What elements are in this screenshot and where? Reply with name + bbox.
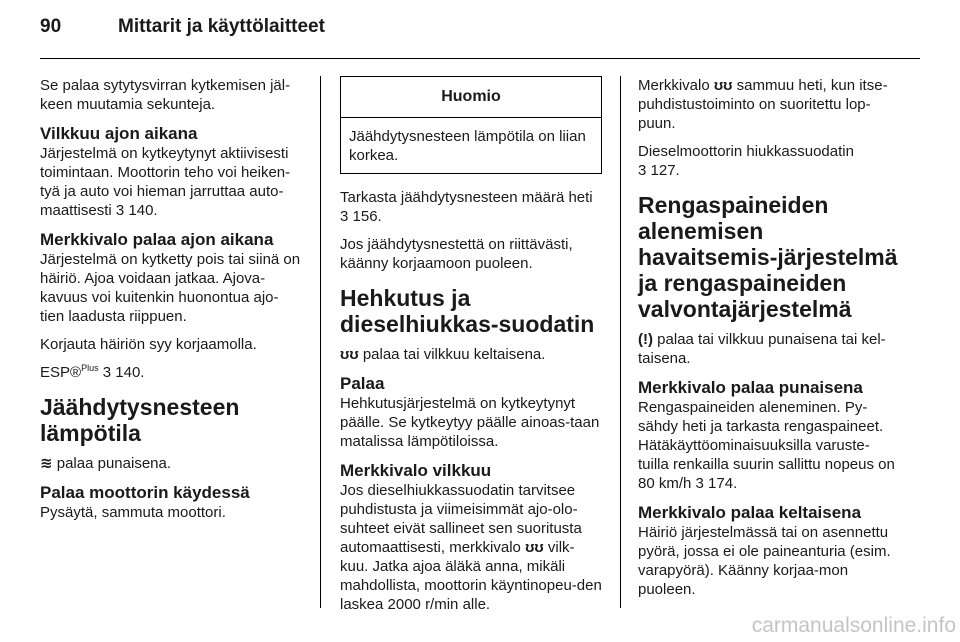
reference-arrow-icon: 3 [695,475,704,492]
column-2 [340,76,602,623]
paragraph: ≋ palaa punaisena. [40,455,172,472]
page-number: 90 [40,16,62,37]
glow-plug-icon: ʊʊ [340,346,359,363]
watermark: carmanualsonline.info [751,614,956,637]
reference-arrow-icon: 3 [115,202,125,219]
column-3 [638,76,900,608]
paragraph: Jos dieselhiukkassuodatin tarvitsee puhdistusta ja viimeisimmät ajo-olo-suhteet eivät sallineet sen suoritusta automaattisesti, merkkivalo ʊʊ vilk-kuu. Jatka ajoa äläkä anna, mikäli mahdollista, moottorin käyntinopeu-den laskea 2000 r/min alle. [340,482,602,613]
reference-arrow-icon: 3 [340,208,349,225]
reference-arrow-icon: 3 [102,364,112,381]
paragraph: Se palaa sytytysvirran kytkemisen jäl-keen muutamia sekunteja. [40,77,291,113]
page-reference[interactable]: 140. [115,364,145,381]
heading-engine-running: Palaa moottorin käydessä [40,483,250,502]
page-reference[interactable]: 140. [128,202,158,219]
paragraph: Rengaspaineiden aleneminen. Py-sähdy heti ja tarkasta rengaspaineet. Hätäkäyttöominaisuuksilla varuste-tuilla renkailla suurin sallittu nopeus on 80 km/h 3 174. [638,399,895,492]
heading-red: Merkkivalo palaa punaisena [638,378,863,397]
paragraph: Hehkutusjärjestelmä on kytkeytynyt päälle. Se kytkeytyy päälle ainoas-taan matalissa lämpötiloissa. [340,395,600,450]
coolant-temperature-icon: ≋ [40,455,53,472]
heading-tire-pressure: Rengaspaineiden alenemisen havaitsemis-järjestelmä ja rengaspaineiden valvontajärjestelmä [638,192,898,322]
heading-blinking: Vilkkuu ajon aikana [40,124,198,143]
paragraph: ESP®$^{Plus}$ 3 140. [40,363,145,381]
heading-yellow: Merkkivalo palaa keltaisena [638,503,862,522]
column-1 [40,76,302,531]
paragraph: (!) palaa tai vilkkuu punaisena tai kel-taisena. [638,331,886,367]
paragraph: Jos jäähdytysnestettä on riittävästi, käänny korjaamoon puoleen. [340,236,573,272]
glow-plug-icon: ʊʊ [713,77,733,94]
heading-flashing: Merkkivalo vilkkuu [340,461,492,480]
paragraph: Pysäytä, sammuta moottori. [40,504,226,521]
paragraph: ʊʊ palaa tai vilkkuu keltaisena. [340,346,546,363]
heading-glow-plug: Hehkutus ja dieselhiukkas-suodatin [340,285,595,337]
paragraph: Dieselmoottorin hiukkassuodatin 3 127. [638,143,854,179]
paragraph: Häiriö järjestelmässä tai on asennettu pyörä, jossa ei ole paineanturia (esim. varapyörä). Käänny korjaa-mon puoleen. [638,524,891,598]
header-rule [40,58,920,59]
paragraph: Järjestelmä on kytkeytynyt aktiivisesti toimintaan. Moottorin teho voi heiken-tyä ja auto voi hieman jarruttaa auto-maattisesti 3 140. [40,145,291,219]
tire-pressure-icon: (!) [638,331,653,348]
note-text: Jäähdytysnesteen lämpötila on liian korkea. [349,128,586,164]
paragraph: Merkkivalo ʊʊ sammuu heti, kun itse-puhdistustoiminto on suoritettu lop-puun. [638,77,888,132]
note-title: Huomio [341,77,601,118]
reference-arrow-icon: 3 [638,162,647,179]
note-box [340,76,602,174]
heading-on: Palaa [340,374,385,393]
paragraph: Korjauta häiriön syy korjaamolla. [40,336,257,353]
glow-plug-icon: ʊʊ [525,539,544,556]
page-reference[interactable]: 174. [708,475,738,492]
chapter-title: Mittarit ja käyttölaitteet [118,16,325,37]
page-reference[interactable]: 127. [650,162,680,179]
paragraph: Tarkasta jäähdytysnesteen määrä heti 3 156. [340,189,593,225]
column-divider [320,76,321,608]
heading-lit: Merkkivalo palaa ajon aikana [40,230,274,249]
page-reference[interactable]: 156. [352,208,382,225]
page-header [40,16,325,48]
column-divider [620,76,621,608]
paragraph: Järjestelmä on kytketty pois tai siinä on häiriö. Ajoa voidaan jatkaa. Ajova-kavuus voi kuitenkin huonontua ajo-tien laadusta riippuen. [40,251,301,325]
heading-coolant: Jäähdytysnesteen lämpötila [40,394,240,446]
